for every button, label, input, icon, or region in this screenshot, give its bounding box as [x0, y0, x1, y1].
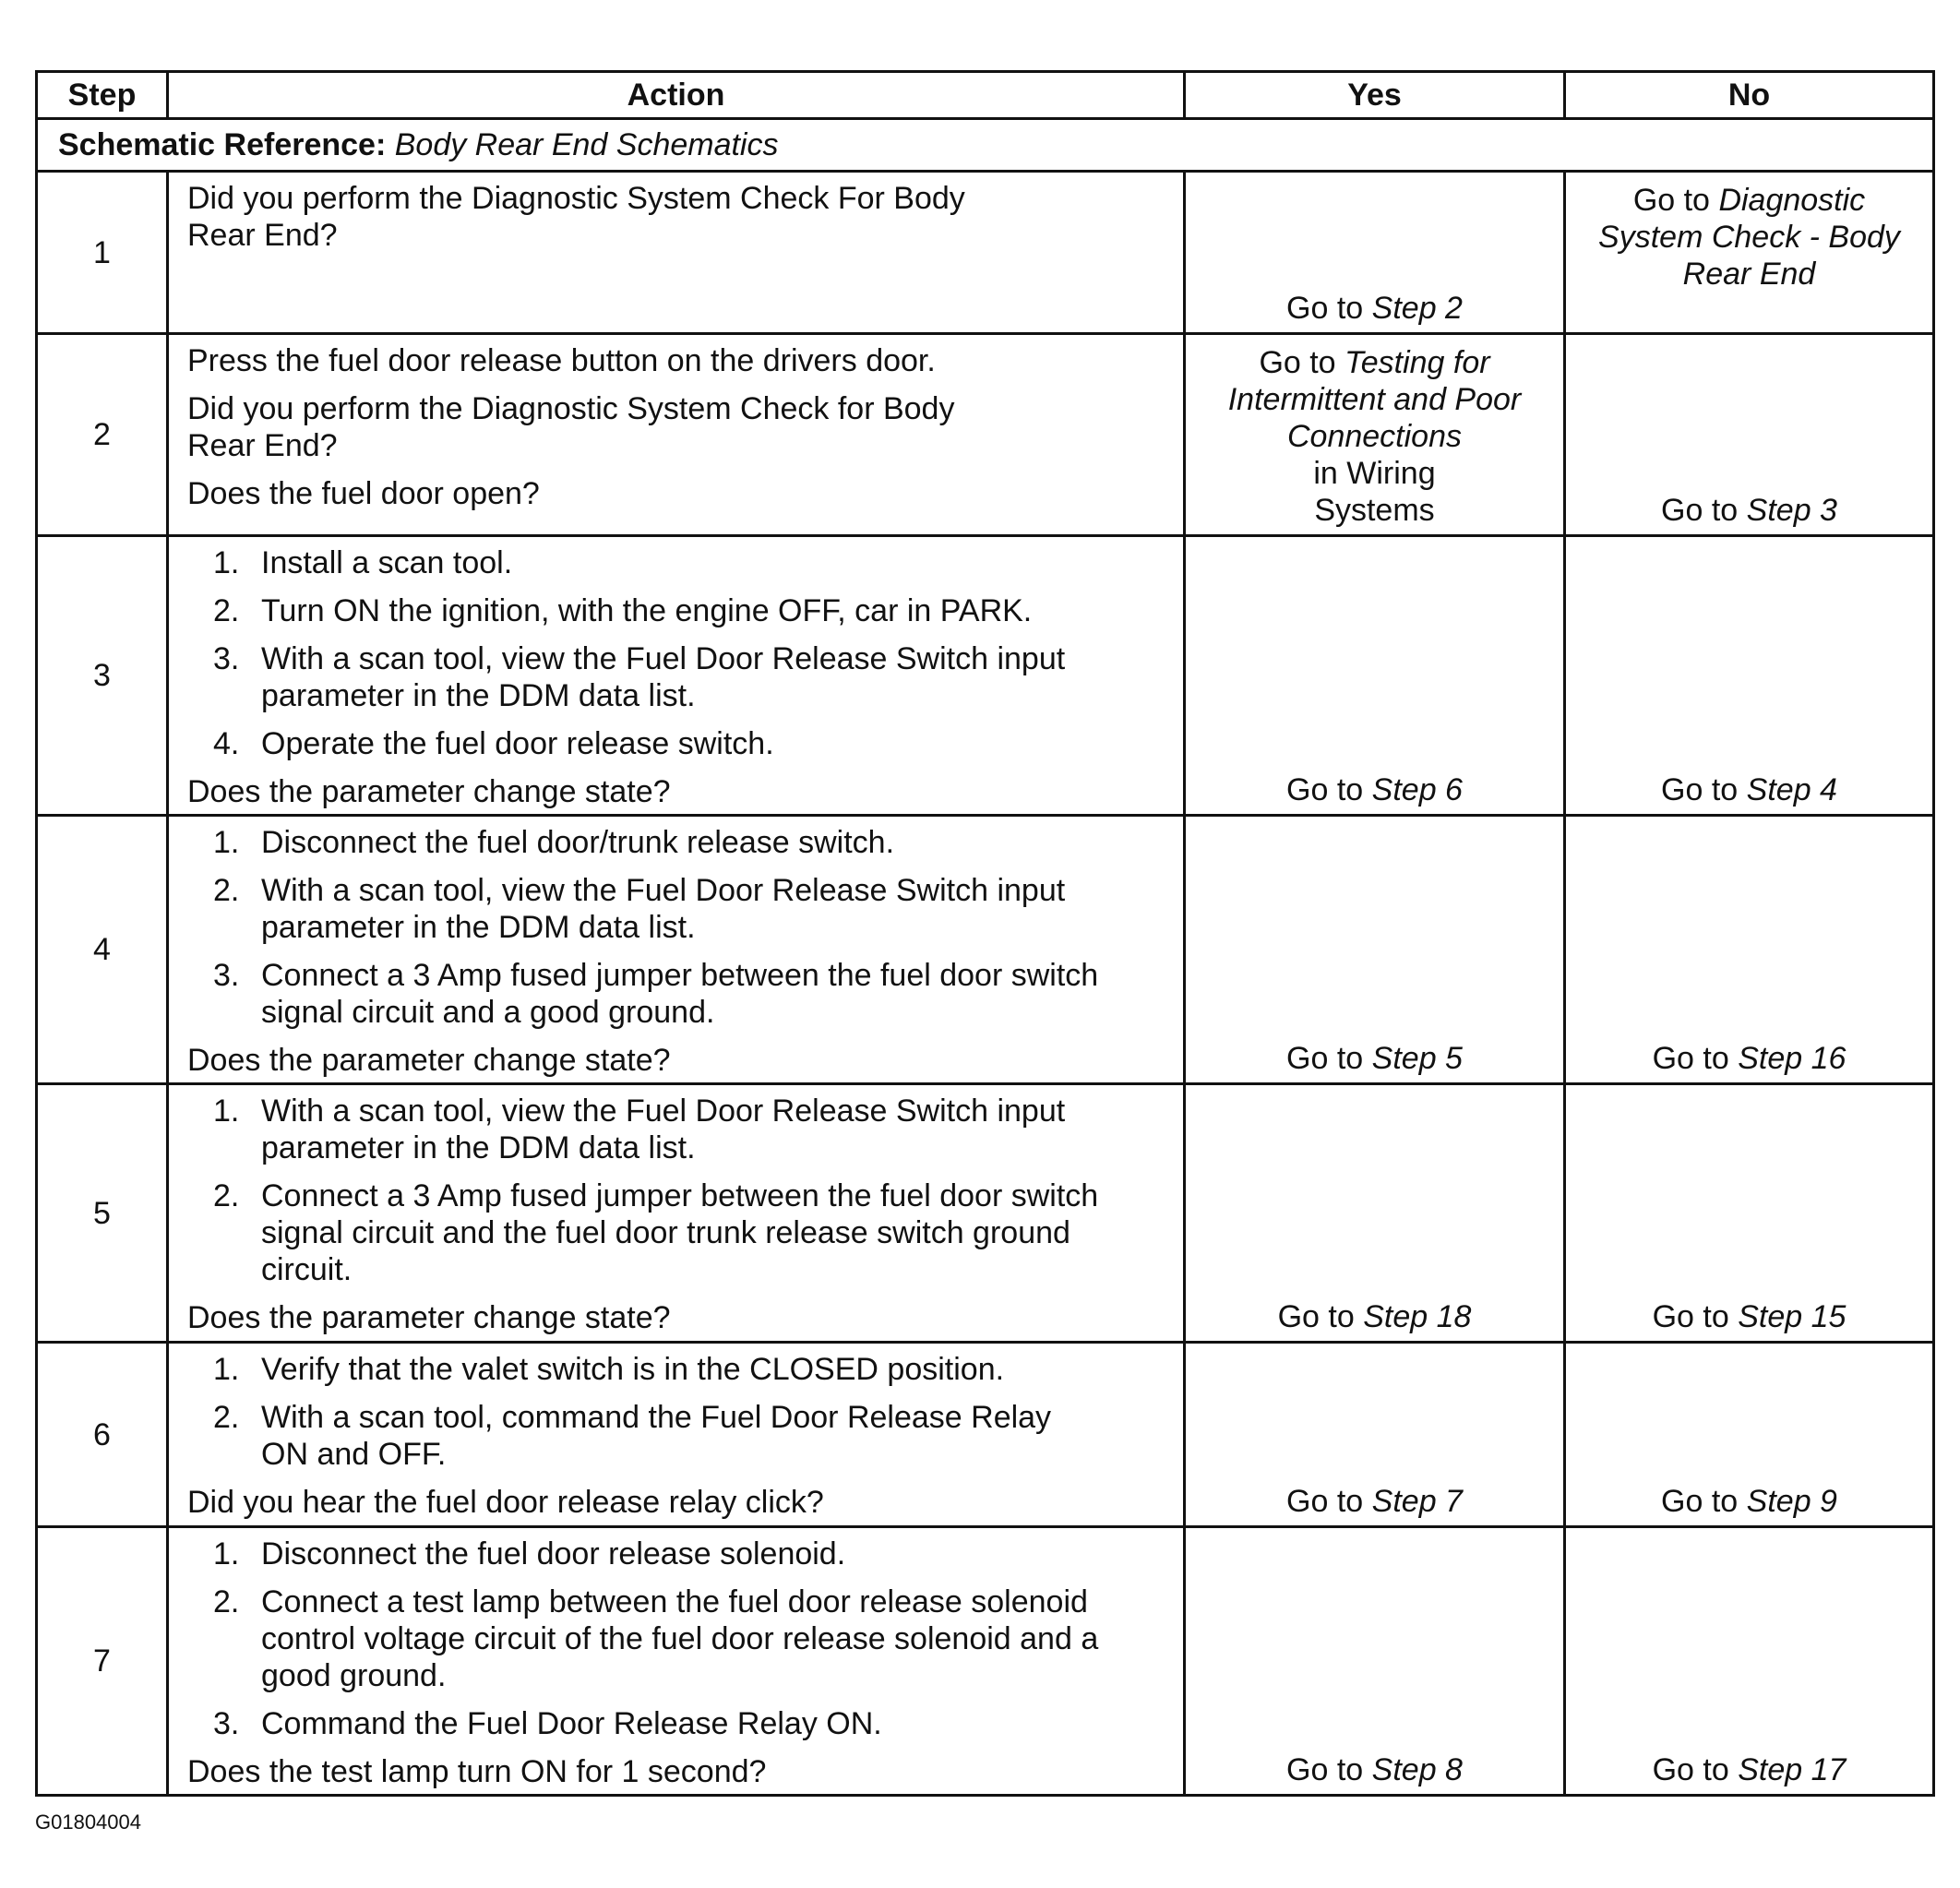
list-item-number: 3.: [213, 641, 240, 676]
action-cell: [168, 536, 1185, 816]
yes-step-link[interactable]: Step 2: [1371, 291, 1463, 326]
list-item: [213, 824, 1172, 861]
no-prefix: Go to: [1632, 183, 1710, 218]
list-item: [213, 1583, 1172, 1694]
no-prefix: Go to: [1661, 1484, 1739, 1519]
no-diagnostic-link-line2[interactable]: System Check - Body: [1598, 220, 1900, 255]
yes-testing-link-line3[interactable]: Connections: [1286, 419, 1462, 454]
list-item-number: 4.: [213, 726, 240, 761]
no-prefix: Go to: [1661, 493, 1739, 528]
list-item-text: ON and OFF.: [261, 1437, 447, 1472]
table-row-step-3: [37, 536, 1934, 816]
no-cell: [1565, 1084, 1934, 1343]
action-cell: [168, 816, 1185, 1084]
no-diagnostic-link[interactable]: Diagnostic: [1718, 183, 1866, 218]
list-item: [213, 1351, 1172, 1388]
step-number: 1: [37, 172, 168, 334]
yes-step-link[interactable]: Step 5: [1371, 1041, 1463, 1076]
yes-cell: [1185, 1084, 1565, 1343]
no-step-link[interactable]: Step 9: [1746, 1484, 1837, 1519]
list-item-number: 2.: [213, 873, 240, 908]
yes-step-link[interactable]: Step 7: [1371, 1484, 1463, 1519]
list-item-text: With a scan tool, view the Fuel Door Release Switch input: [261, 1093, 1066, 1129]
step-number: 3: [37, 536, 168, 816]
list-item: [213, 1177, 1172, 1288]
yes-testing-link-line2[interactable]: Intermittent and Poor: [1227, 382, 1522, 417]
list-item-number: 2.: [213, 1178, 240, 1213]
header-step: Step: [37, 72, 168, 119]
yes-cell: [1185, 536, 1565, 816]
diagnostic-table: [35, 70, 1935, 1797]
action-question: Does the parameter change state?: [187, 774, 671, 809]
action-question: Does the test lamp turn ON for 1 second?: [187, 1754, 767, 1789]
yes-prefix: Go to: [1259, 345, 1336, 380]
yes-step-link[interactable]: Step 8: [1371, 1752, 1463, 1787]
header-no: No: [1565, 72, 1934, 119]
action-list: [187, 824, 1172, 1031]
list-item-text: Connect a 3 Amp fused jumper between the fuel door switch: [261, 1178, 1099, 1213]
yes-cell: [1185, 334, 1565, 536]
no-prefix: Go to: [1652, 1752, 1729, 1787]
list-item: [213, 725, 1172, 762]
no-step-link[interactable]: Step 15: [1738, 1299, 1846, 1334]
list-item-text: Disconnect the fuel door/trunk release switch.: [261, 825, 895, 860]
schematic-reference-row: [37, 119, 1934, 172]
header-yes: Yes: [1185, 72, 1565, 119]
yes-prefix: Go to: [1286, 772, 1364, 807]
yes-prefix: Go to: [1277, 1299, 1355, 1334]
step-number: 4: [37, 816, 168, 1084]
action-text: Rear End?: [187, 428, 338, 463]
table-row-step-2: [37, 334, 1934, 536]
table-row-step-5: [37, 1084, 1934, 1343]
no-cell: [1565, 816, 1934, 1084]
no-cell: [1565, 1527, 1934, 1796]
list-item: [213, 1535, 1172, 1572]
list-item-number: 2.: [213, 1584, 240, 1619]
list-item-text: Turn ON the ignition, with the engine OFF, car in PARK.: [261, 593, 1033, 628]
action-question: Did you hear the fuel door release relay click?: [187, 1485, 824, 1520]
yes-cell: [1185, 1527, 1565, 1796]
list-item: [213, 1705, 1172, 1742]
no-cell: [1565, 172, 1934, 334]
action-text: Rear End?: [187, 218, 338, 253]
action-question: Does the parameter change state?: [187, 1300, 671, 1335]
no-step-link[interactable]: Step 17: [1738, 1752, 1846, 1787]
list-item-text: With a scan tool, view the Fuel Door Release Switch input: [261, 873, 1066, 908]
table-row-step-1: [37, 172, 1934, 334]
list-item-text: Command the Fuel Door Release Relay ON.: [261, 1706, 882, 1741]
table-row-step-7: [37, 1527, 1934, 1796]
schematic-reference-link[interactable]: Body Rear End Schematics: [394, 127, 779, 162]
list-item-text: Connect a 3 Amp fused jumper between the fuel door switch: [261, 958, 1099, 993]
list-item-number: 1.: [213, 825, 240, 860]
yes-prefix: Go to: [1286, 291, 1364, 326]
action-text: Press the fuel door release button on the drivers door.: [187, 343, 936, 378]
step-number: 7: [37, 1527, 168, 1796]
list-item: [213, 1093, 1172, 1166]
table-row-step-6: [37, 1343, 1934, 1527]
action-list: [187, 1351, 1172, 1473]
yes-step-link[interactable]: Step 6: [1371, 772, 1463, 807]
list-item-text: Connect a test lamp between the fuel door release solenoid: [261, 1584, 1088, 1619]
list-item-text: Disconnect the fuel door release solenoid.: [261, 1536, 846, 1571]
action-text: Did you perform the Diagnostic System Check for Body: [187, 391, 955, 426]
header-action: Action: [168, 72, 1185, 119]
schematic-reference: [37, 119, 1934, 172]
yes-step-link[interactable]: Step 18: [1363, 1299, 1472, 1334]
list-item: [213, 872, 1172, 946]
list-item-text: signal circuit and a good ground.: [261, 995, 715, 1030]
list-item-number: 1.: [213, 1352, 240, 1387]
no-prefix: Go to: [1652, 1299, 1729, 1334]
no-step-link[interactable]: Step 16: [1738, 1041, 1846, 1076]
action-text: Did you perform the Diagnostic System Check For Body: [187, 181, 965, 216]
no-cell: [1565, 334, 1934, 536]
no-step-link[interactable]: Step 4: [1746, 772, 1837, 807]
table-row-step-4: [37, 816, 1934, 1084]
no-prefix: Go to: [1661, 772, 1739, 807]
list-item: [213, 640, 1172, 714]
step-number: 5: [37, 1084, 168, 1343]
action-cell: [168, 1084, 1185, 1343]
list-item-text: Operate the fuel door release switch.: [261, 726, 774, 761]
step-number: 2: [37, 334, 168, 536]
list-item-number: 1.: [213, 1536, 240, 1571]
yes-cell: [1185, 816, 1565, 1084]
action-cell: [168, 1527, 1185, 1796]
yes-prefix: Go to: [1286, 1041, 1364, 1076]
list-item: [213, 544, 1172, 581]
list-item: [213, 592, 1172, 629]
list-item-number: 2.: [213, 593, 240, 628]
yes-text-line4: in Wiring: [1313, 456, 1436, 491]
diagnostic-table-sheet: [35, 70, 1932, 1797]
action-cell: [168, 334, 1185, 536]
list-item-number: 2.: [213, 1400, 240, 1435]
action-list: [187, 544, 1172, 762]
list-item-text: With a scan tool, view the Fuel Door Release Switch input: [261, 641, 1066, 676]
list-item-text: circuit.: [261, 1252, 353, 1287]
no-cell: [1565, 536, 1934, 816]
no-step-link[interactable]: Step 3: [1746, 493, 1837, 528]
yes-testing-link[interactable]: Testing for: [1345, 345, 1490, 380]
list-item-text: signal circuit and the fuel door trunk release switch ground: [261, 1215, 1070, 1250]
list-item-text: parameter in the DDM data list.: [261, 1130, 696, 1165]
list-item-text: With a scan tool, command the Fuel Door Release Relay: [261, 1400, 1052, 1435]
list-item-text: Install a scan tool.: [261, 545, 513, 580]
yes-cell: [1185, 172, 1565, 334]
list-item-text: good ground.: [261, 1658, 447, 1693]
list-item: [213, 957, 1172, 1031]
yes-cell: [1185, 1343, 1565, 1527]
figure-code: G01804004: [35, 1810, 141, 1834]
no-prefix: Go to: [1652, 1041, 1729, 1076]
no-cell: [1565, 1343, 1934, 1527]
list-item-number: 1.: [213, 545, 240, 580]
no-diagnostic-link-line3[interactable]: Rear End: [1682, 257, 1816, 292]
header-row: [37, 72, 1934, 119]
list-item-text: parameter in the DDM data list.: [261, 910, 696, 945]
action-question: Does the fuel door open?: [187, 476, 540, 511]
action-cell: [168, 172, 1185, 334]
yes-text-line5: Systems: [1314, 493, 1435, 528]
action-list: [187, 1535, 1172, 1742]
schematic-reference-label: Schematic Reference:: [58, 127, 387, 162]
yes-prefix: Go to: [1286, 1484, 1364, 1519]
list-item: [213, 1399, 1172, 1473]
list-item-text: Verify that the valet switch is in the CLOSED position.: [261, 1352, 1005, 1387]
list-item-text: parameter in the DDM data list.: [261, 678, 696, 713]
action-cell: [168, 1343, 1185, 1527]
action-question: Does the parameter change state?: [187, 1043, 671, 1078]
step-number: 6: [37, 1343, 168, 1527]
list-item-number: 3.: [213, 958, 240, 993]
list-item-number: 1.: [213, 1093, 240, 1129]
list-item-text: control voltage circuit of the fuel door release solenoid and a: [261, 1621, 1099, 1656]
yes-prefix: Go to: [1286, 1752, 1364, 1787]
action-list: [187, 1093, 1172, 1288]
list-item-number: 3.: [213, 1706, 240, 1741]
